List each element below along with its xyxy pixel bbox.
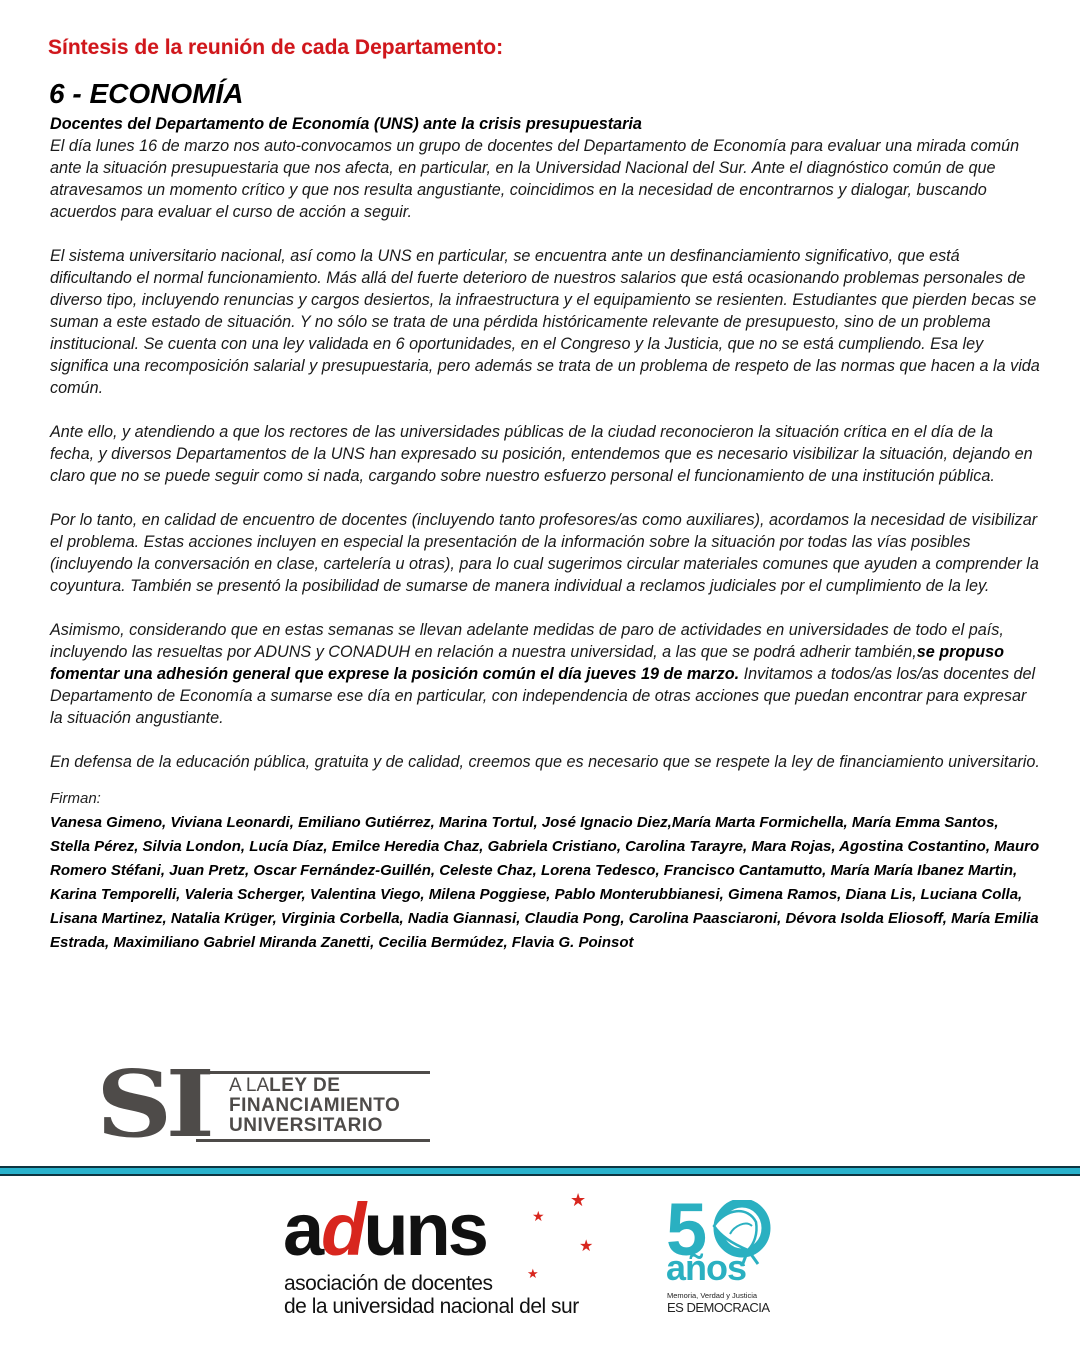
si-line1-bold: LEY DE [269, 1075, 341, 1096]
si-logo-text [229, 1076, 400, 1136]
closing-paragraph: En defensa de la educación pública, gratuita y de calidad, creemos que es necesario que se respete la ley de financiamiento universitario. [50, 753, 1040, 771]
paragraph-4: Por lo tanto, en calidad de encuentro de docentes (incluyendo tanto profesores/as como auxiliares), acordamos la necesidad de visibilizar el problema. Estas acciones incluyen en especial la presentación de la información sobre la situación por todas las vías posibles (incluyendo la conversación en clase, cartelería u otras), para lo cual sugerimos circular materiales comunes que ayuden a comprender la coyuntura. También se presentó la posibilidad de sumarse de manera individual a reclamos judiciales por el cumplimiento de la ley. [50, 511, 1039, 595]
paragraph-2: El sistema universitario nacional, así como la UNS en particular, se encuentra ante un desfinanciamiento significativo, que está dificultando el normal funcionamiento. Más allá del fuerte deterioro de nuestros salarios que está ocasionando problemas personales de diverso tipo, incluyendo renuncias y cargos desiertos, la infraestructura y el equipamiento se resienten. Estudiantes que pierden becas se suman a este estado de situación. Y no sólo se trata de una pérdida históricamente relevante de presupuesto, sino de un problema institucional. Se cuenta con una ley validada en 6 oportunidades, en el Congreso y la Justicia, que no se está cumpliendo. Esa ley significa una recomposición salarial y presupuestaria, pero además se trata de un problema de respeto de las normas que hacen a la vida común. [50, 247, 1040, 397]
si-line1-light: A LA [229, 1075, 270, 1096]
footer-divider-band [0, 1166, 1080, 1176]
fifty-years-slogan: ES DEMOCRACIA [667, 1300, 770, 1315]
aduns-letters-uns: uns [363, 1188, 486, 1271]
si-ley-financiamiento-logo [96, 1050, 436, 1158]
paragraph-5 [50, 619, 1040, 729]
signers-list: Vanesa Gimeno, Viviana Leonardi, Emiliano Gutiérrez, Marina Tortul, José Ignacio Diez,María Marta Formichella, María Emma Santos, Stella Pérez, Silvia London, Lucía Díaz, Emilce Heredia Chaz, Gabriela Cristiano, Carolina Tarayre, Mara Rojas, Agostina Costantino, Mauro Romero Stéfani, Juan Pretz, Oscar Fernández-Guillén, Celeste Chaz, Lorena Tedesco, Francisco Cantamutto, María María Ibanez Martin, Karina Temporelli, Valeria Scherger, Valentina Viego, Milena Poggiese, Pablo Monterubbianesi, Gimena Ramos, Diana Lis, Luciana Colla, Lisana Martinez, Natalia Krüger, Virginia Corbella, Nadia Giannasi, Claudia Pong, Carolina Paasciaroni, Dévora Isolda Eliosoff, María Emilia Estrada, Maximiliano Gabriel Miranda Zanetti, Cecilia Bermúdez, Flavia G. Poinsot [50, 814, 1040, 951]
section-title: Síntesis de la reunión de cada Departamento: [48, 36, 504, 59]
fifty-years-tagline: Memoria, Verdad y Justicia [667, 1291, 758, 1300]
fifty-years-democracy-logo [664, 1188, 776, 1324]
paragraph-5-intro: Asimismo, considerando que en estas semanas se llevan adelante medidas de paro de actividades en universidades de todo el país, incluyendo las resueltas por ADUNS y CONADUH en relación a nuestra universidad, a las que se podrá adherir también, [50, 621, 1004, 661]
signers-label: Firman: [50, 790, 101, 807]
si-line3: UNIVERSITARIO [229, 1115, 383, 1136]
logo-rule-bottom [196, 1139, 430, 1142]
department-title: 6 - ECONOMÍA [49, 78, 244, 109]
si-line2: FINANCIAMIENTO [229, 1095, 401, 1116]
aduns-logo [283, 1188, 603, 1323]
article-subtitle: Docentes del Departamento de Economía (UNS) ante la crisis presupuestaria [50, 115, 642, 133]
fifty-number-5: 5 [666, 1188, 706, 1271]
star-icon: ★ [570, 1190, 587, 1210]
aduns-subtitle-line1: asociación de docentes [284, 1272, 493, 1295]
aduns-subtitle-line2: de la universidad nacional del sur [284, 1295, 579, 1318]
si-big-letters: SI [96, 1050, 209, 1158]
article-body [50, 113, 1040, 955]
paragraph-5-highlight: se propuso fomentar una adhesión general que exprese la posición común el día jueves 19 de marzo. [50, 643, 1005, 683]
aduns-letter-d: d [321, 1188, 364, 1271]
logo-rule-top [196, 1071, 430, 1074]
fifty-years-word: años [666, 1247, 747, 1288]
star-icon: ★ [527, 1266, 539, 1281]
star-icon: ★ [579, 1238, 594, 1255]
paragraph-5-outro: Invitamos a todos/as los/as docentes del Departamento de Economía a sumarse ese día en particular, con independencia de otras acciones que puedan encontrar para expresar la situación angustiante. [50, 665, 1036, 727]
star-icon: ★ [532, 1208, 545, 1224]
paragraph-3: Ante ello, y atendiendo a que los rectores de las universidades públicas de la ciudad reconocieron la situación crítica en el día de la fecha, y diversos Departamentos de la UNS han expresado su posición, entendemos que es necesario visibilizar la situación, dejando en claro que no se puede seguir como si nada, cargando sobre nuestro esfuerzo personal el funcionamiento de una institución pública. [50, 423, 1033, 485]
paragraph-1: El día lunes 16 de marzo nos auto-convocamos un grupo de docentes del Departamento de Economía para evaluar una mirada común ante la situación presupuestaria que nos afecta, en particular, en la Universidad Nacional del Sur. Ante el diagnóstico común de que atravesamos un momento crítico y que nos resulta angustiante, coincidimos en la necesidad de encontrarnos y dialogar, buscando acuerdos para evaluar el curso de acción a seguir. [50, 137, 1020, 221]
aduns-wordmark [283, 1188, 486, 1272]
aduns-letter-a: a [283, 1188, 322, 1271]
